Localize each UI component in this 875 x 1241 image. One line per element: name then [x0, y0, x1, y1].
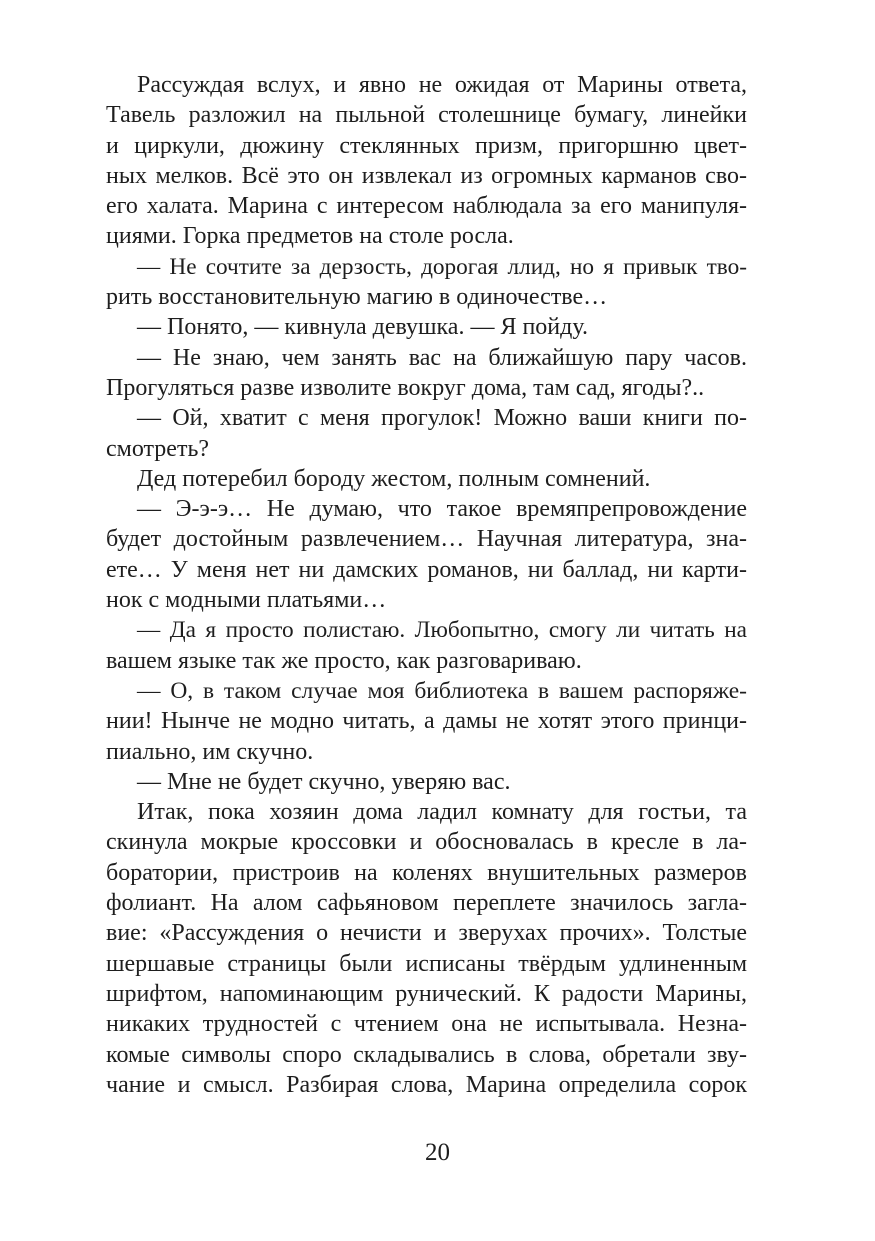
text-line: вие: «Рассуждения о нечисти и зверухах прочих». Толстые [106, 920, 747, 947]
text-line: — Мне не будет скучно, уверяю вас. [137, 768, 511, 795]
text-line: будет достойным развлечением… Научная литература, зна- [106, 526, 747, 553]
text-line: шершавые страницы были исписаны твёрдым удлиненным [106, 950, 747, 977]
text-line: Итак, пока хозяин дома ладил комнату для гостьи, та [137, 799, 747, 826]
text-line: — Не знаю, чем занять вас на ближайшую пару часов. [137, 344, 747, 371]
text-line: скинула мокрые кроссовки и обосновалась в кресле в ла- [106, 829, 747, 856]
text-line: — Понято, — кивнула девушка. — Я пойду. [137, 314, 588, 341]
text-line: вашем языке так же просто, как разговариваю. [106, 647, 582, 674]
text-line: боратории, пристроив на коленях внушительных размеров [106, 859, 747, 886]
text-line: нии! Нынче не модно читать, а дамы не хотят этого принци- [106, 708, 747, 735]
text-line: — Не сочтите за дерзость, дорогая ллид, но я привык тво- [137, 253, 747, 280]
text-line: смотреть? [106, 435, 210, 462]
text-line: Прогуляться разве изволите вокруг дома, там сад, ягоды?.. [106, 374, 705, 401]
text-line: чание и смысл. Разбирая слова, Марина определила сорок [106, 1071, 747, 1098]
text-line: никаких трудностей с чтением она не испытывала. Незна- [106, 1011, 747, 1038]
text-line: пиально, им скучно. [106, 738, 314, 765]
text-line: — Э-э-э… Не думаю, что такое времяпрепровождение [137, 496, 747, 523]
text-line: — Да я просто полистаю. Любопытно, смогу ли читать на [137, 617, 747, 644]
text-line: Рассуждая вслух, и явно не ожидая от Марины ответа, [137, 72, 747, 98]
text-line: его халата. Марина с интересом наблюдала за его манипуля- [106, 193, 747, 220]
text-line: — Ой, хватит с меня прогулок! Можно ваши книги по- [137, 405, 747, 432]
text-line: Тавель разложил на пыльной столешнице бумагу, линейки [106, 102, 747, 129]
text-line: нок с модными платьями… [106, 587, 387, 614]
text-line: ных мелков. Всё это он извлекал из огромных карманов сво- [106, 162, 747, 189]
text-line: комые символы споро складывались в слова, обретали зву- [106, 1041, 747, 1068]
page-number: 20 [425, 1139, 450, 1166]
text-line: фолиант. На алом сафьяновом переплете значилось загла- [106, 890, 747, 917]
text-line: ете… У меня нет ни дамских романов, ни баллад, ни карти- [106, 556, 747, 583]
text-line: шрифтом, напоминающим рунический. К радости Марины, [106, 980, 747, 1007]
text-line: — О, в таком случае моя библиотека в вашем распоряже- [137, 677, 747, 704]
text-line: Дед потеребил бороду жестом, полным сомнений. [137, 465, 651, 492]
text-line: рить восстановительную магию в одиночестве… [106, 284, 608, 311]
page-body-text [106, 70, 747, 1100]
text-line: циями. Горка предметов на столе росла. [106, 223, 514, 250]
text-line: и циркули, дюжину стеклянных призм, пригоршню цвет- [106, 132, 747, 159]
